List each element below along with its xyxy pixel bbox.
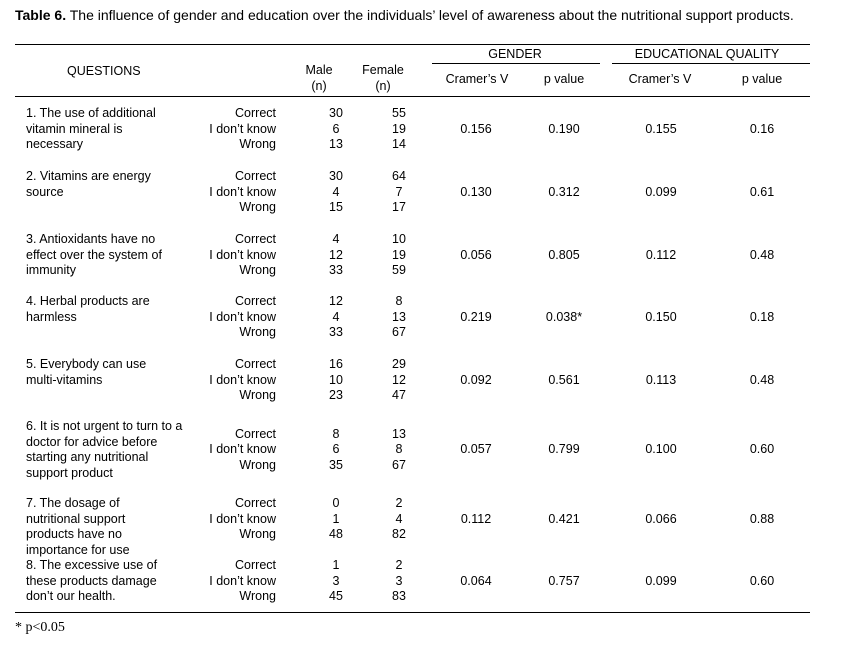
male-count: 48 bbox=[329, 527, 343, 541]
gender-cramers-v: 0.219 bbox=[460, 309, 492, 324]
edu-p-value: 0.18 bbox=[749, 309, 775, 324]
header-male bbox=[296, 63, 342, 94]
answer-label: Correct bbox=[235, 232, 276, 246]
edu-p-value: 0.60 bbox=[749, 573, 775, 588]
answer-label: I don’t know bbox=[209, 442, 276, 457]
question-text: 3. Antioxidants have no effect over the system of immunity bbox=[26, 232, 162, 277]
edu-p-value: 0.88 bbox=[749, 511, 775, 526]
edu-p-value: 0.61 bbox=[749, 184, 775, 199]
male-count: 12 bbox=[329, 294, 343, 308]
edu-cramers-v: 0.099 bbox=[645, 184, 677, 199]
female-count: 8 bbox=[395, 442, 403, 457]
male-count: 30 bbox=[329, 106, 343, 120]
female-count: 47 bbox=[392, 388, 406, 402]
female-count: 12 bbox=[392, 372, 406, 387]
female-count: 13 bbox=[392, 426, 406, 441]
male-count: 6 bbox=[332, 442, 340, 457]
header-female-label: Female bbox=[362, 63, 404, 77]
male-count: 13 bbox=[329, 137, 343, 151]
education-group-rule bbox=[612, 63, 810, 64]
answer-label: Correct bbox=[235, 496, 276, 510]
question-text: 4. Herbal products are harmless bbox=[26, 294, 150, 324]
female-count: 67 bbox=[392, 457, 406, 472]
header-female bbox=[355, 63, 411, 94]
answer-label: Wrong bbox=[239, 263, 276, 277]
male-count: 23 bbox=[329, 388, 343, 402]
male-count: 12 bbox=[329, 247, 343, 262]
edu-p-value: 0.48 bbox=[749, 247, 775, 262]
answer-label: Correct bbox=[235, 426, 276, 441]
female-count: 64 bbox=[392, 169, 406, 183]
male-count: 33 bbox=[329, 325, 343, 339]
female-count: 59 bbox=[392, 263, 406, 277]
gender-p-value: 0.805 bbox=[548, 247, 580, 262]
header-male-label: Male bbox=[305, 63, 333, 77]
gender-cramers-v: 0.064 bbox=[460, 573, 492, 588]
answer-label: I don’t know bbox=[209, 121, 276, 136]
header-education-group: EDUCATIONAL QUALITY bbox=[634, 47, 780, 61]
gender-p-value: 0.312 bbox=[548, 184, 580, 199]
male-count: 45 bbox=[329, 589, 343, 603]
gender-group-rule bbox=[432, 63, 600, 64]
edu-cramers-v: 0.155 bbox=[645, 121, 677, 136]
male-count: 30 bbox=[329, 169, 343, 183]
female-count: 3 bbox=[395, 573, 403, 588]
female-count: 14 bbox=[392, 137, 406, 151]
answer-label: I don’t know bbox=[209, 372, 276, 387]
gender-cramers-v: 0.057 bbox=[460, 442, 492, 457]
gender-cramers-v: 0.130 bbox=[460, 184, 492, 199]
question-text: 5. Everybody can use multi-vitamins bbox=[26, 357, 147, 387]
header-female-unit: (n) bbox=[375, 78, 391, 93]
gender-cramers-v: 0.156 bbox=[460, 121, 492, 136]
answer-label: Wrong bbox=[239, 457, 276, 472]
answer-label: Wrong bbox=[239, 325, 276, 339]
answer-label: I don’t know bbox=[209, 573, 276, 588]
edu-cramers-v: 0.113 bbox=[645, 372, 677, 387]
bottom-rule bbox=[15, 612, 810, 613]
male-count: 4 bbox=[332, 184, 340, 199]
female-count: 4 bbox=[395, 511, 403, 526]
answer-label: Wrong bbox=[239, 589, 276, 603]
gender-cramers-v: 0.112 bbox=[460, 511, 492, 526]
header-bottom-rule bbox=[15, 96, 810, 97]
gender-cramers-v: 0.092 bbox=[460, 372, 492, 387]
male-count: 1 bbox=[332, 558, 340, 572]
female-count: 55 bbox=[392, 106, 406, 120]
male-count: 3 bbox=[332, 573, 340, 588]
answer-label: I don’t know bbox=[209, 511, 276, 526]
question-text: 2. Vitamins are energy source bbox=[26, 169, 151, 199]
answer-label: Wrong bbox=[239, 137, 276, 151]
female-count: 7 bbox=[395, 184, 403, 199]
gender-p-value: 0.421 bbox=[548, 511, 580, 526]
answer-label: Correct bbox=[235, 106, 276, 120]
header-male-unit: (n) bbox=[311, 78, 327, 93]
male-count: 1 bbox=[332, 511, 340, 526]
female-count: 29 bbox=[392, 357, 406, 371]
female-count: 67 bbox=[392, 325, 406, 339]
answer-label: Correct bbox=[235, 169, 276, 183]
answer-label: Wrong bbox=[239, 388, 276, 402]
footnote: * p<0.05 bbox=[15, 620, 65, 635]
female-count: 82 bbox=[392, 527, 406, 541]
male-count: 6 bbox=[332, 121, 340, 136]
header-questions: QUESTIONS bbox=[67, 64, 141, 78]
answer-label: I don’t know bbox=[209, 309, 276, 324]
answer-label: Wrong bbox=[239, 200, 276, 214]
question-text: 1. The use of additional vitamin mineral is necessary bbox=[26, 106, 156, 151]
male-count: 8 bbox=[332, 426, 340, 441]
edu-cramers-v: 0.150 bbox=[645, 309, 677, 324]
answer-label: Wrong bbox=[239, 527, 276, 541]
gender-cramers-v: 0.056 bbox=[460, 247, 492, 262]
edu-p-value: 0.60 bbox=[749, 442, 775, 457]
male-count: 0 bbox=[332, 496, 340, 510]
header-edu-p: p value bbox=[741, 72, 783, 86]
gender-p-value: 0.799 bbox=[548, 442, 580, 457]
gender-p-value: 0.561 bbox=[548, 372, 580, 387]
male-count: 33 bbox=[329, 263, 343, 277]
table-label: Table 6. bbox=[15, 7, 67, 23]
female-count: 13 bbox=[392, 309, 406, 324]
female-count: 83 bbox=[392, 589, 406, 603]
edu-p-value: 0.48 bbox=[749, 372, 775, 387]
female-count: 2 bbox=[395, 496, 403, 510]
edu-cramers-v: 0.112 bbox=[645, 247, 677, 262]
table-caption bbox=[15, 6, 825, 24]
answer-label: Correct bbox=[235, 357, 276, 371]
header-edu-cramers: Cramer’s V bbox=[628, 72, 692, 86]
female-count: 8 bbox=[395, 294, 403, 308]
edu-cramers-v: 0.100 bbox=[645, 442, 677, 457]
question-text: 6. It is not urgent to turn to a doctor for advice before starting any nutritional support product bbox=[26, 419, 183, 480]
male-count: 35 bbox=[329, 457, 343, 472]
female-count: 2 bbox=[395, 558, 403, 572]
table-caption-text: The influence of gender and education over the individuals’ level of awareness about the nutritional support products. bbox=[66, 7, 794, 23]
answer-label: Correct bbox=[235, 558, 276, 572]
female-count: 17 bbox=[392, 200, 406, 214]
female-count: 19 bbox=[392, 121, 406, 136]
edu-cramers-v: 0.066 bbox=[645, 511, 677, 526]
header-gender-group: GENDER bbox=[488, 47, 542, 61]
gender-p-value: 0.757 bbox=[548, 573, 580, 588]
answer-label: I don’t know bbox=[209, 247, 276, 262]
female-count: 10 bbox=[392, 232, 406, 246]
answer-label: Correct bbox=[235, 294, 276, 308]
top-rule bbox=[15, 44, 810, 45]
male-count: 4 bbox=[332, 309, 340, 324]
gender-p-value: 0.038* bbox=[545, 309, 583, 324]
edu-cramers-v: 0.099 bbox=[645, 573, 677, 588]
header-gender-p: p value bbox=[543, 72, 585, 86]
female-count: 19 bbox=[392, 247, 406, 262]
edu-p-value: 0.16 bbox=[749, 121, 775, 136]
male-count: 10 bbox=[329, 372, 343, 387]
header-gender-cramers: Cramer’s V bbox=[445, 72, 509, 86]
male-count: 16 bbox=[329, 357, 343, 371]
question-text: 8. The excessive use of these products damage don’t our health. bbox=[26, 558, 158, 603]
male-count: 15 bbox=[329, 200, 343, 214]
answer-label: I don’t know bbox=[209, 184, 276, 199]
question-text: 7. The dosage of nutritional support products have no importance for use bbox=[26, 496, 130, 557]
male-count: 4 bbox=[332, 232, 340, 246]
gender-p-value: 0.190 bbox=[548, 121, 580, 136]
